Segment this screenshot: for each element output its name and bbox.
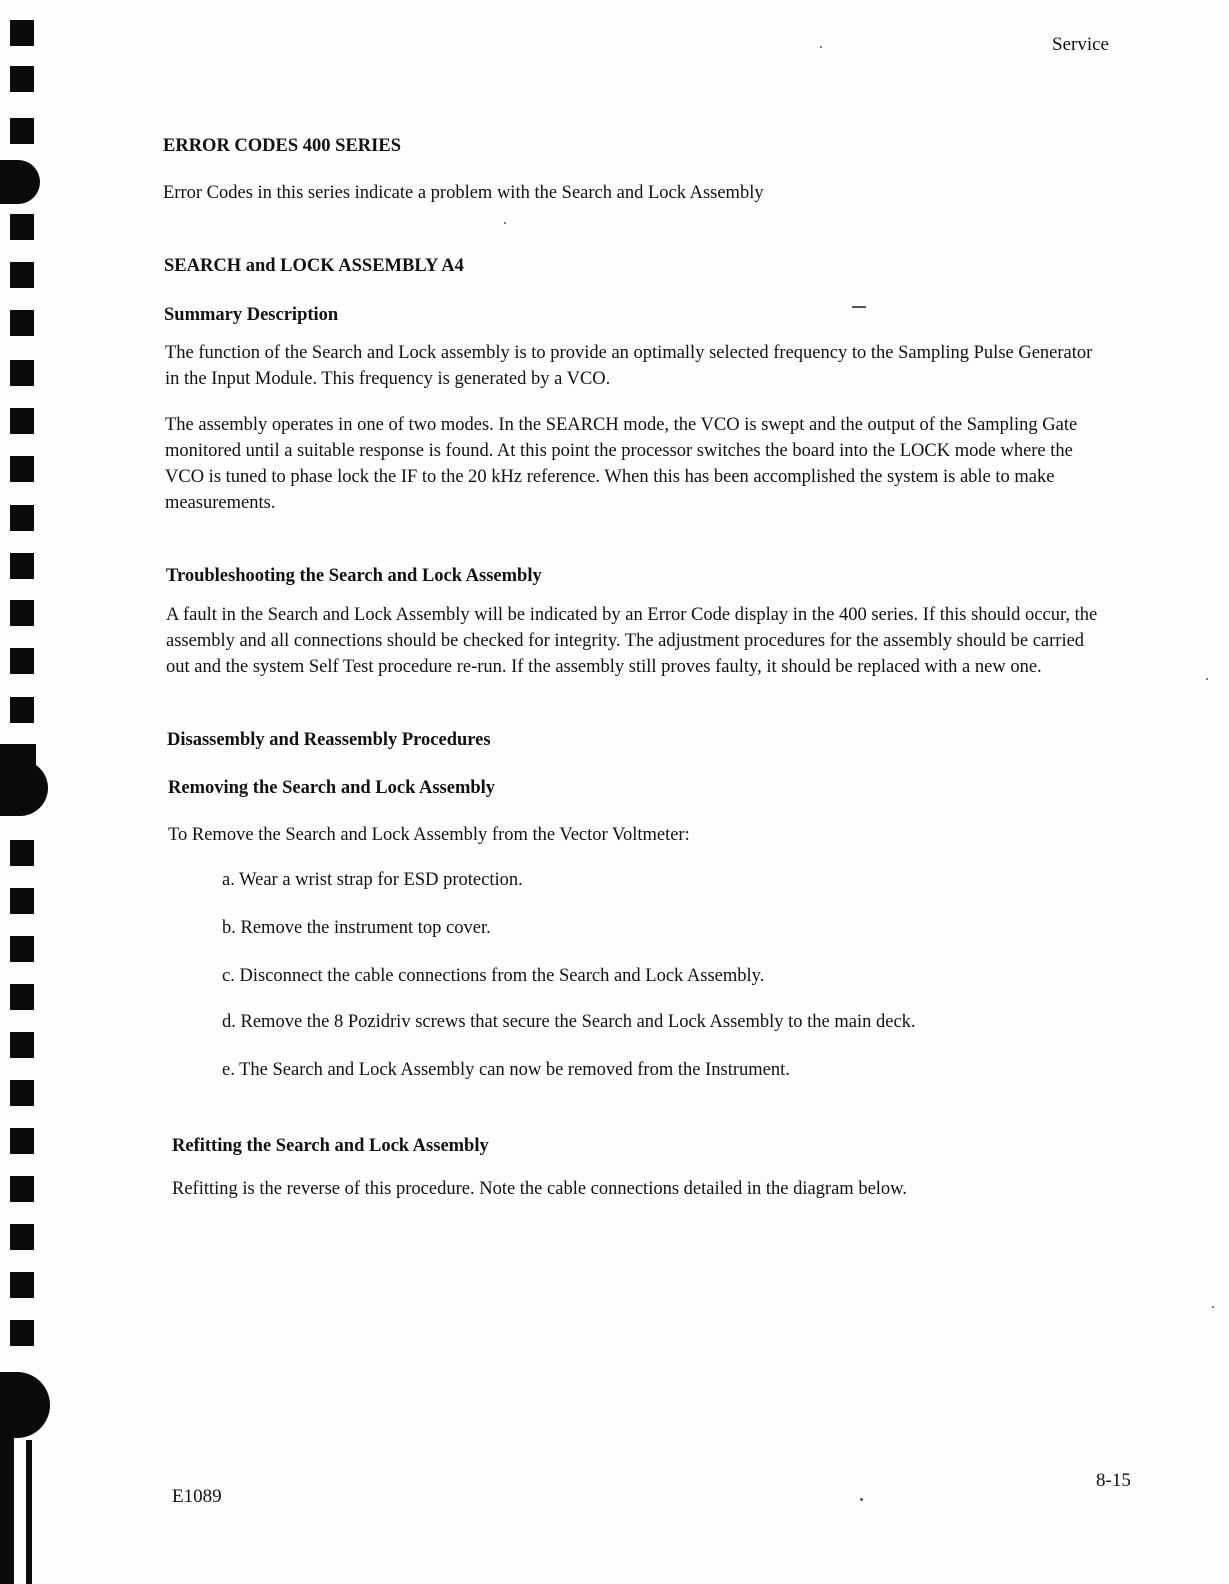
summary-paragraph-1: The function of the Search and Lock assembly is to provide an optimally selected frequency to the Sampling Pulse Generator in the Input Module. This frequency is generated by a VCO. xyxy=(165,343,1093,389)
disassembly-heading: Disassembly and Reassembly Procedures xyxy=(167,730,491,750)
error-codes-heading: ERROR CODES 400 SERIES xyxy=(163,136,401,156)
removal-intro: To Remove the Search and Lock Assembly from the Vector Voltmeter: xyxy=(168,825,690,845)
footer-page-number: 8-15 xyxy=(1096,1470,1131,1491)
footer-doc-number: E1089 xyxy=(172,1486,222,1507)
troubleshooting-body: A fault in the Search and Lock Assembly will be indicated by an Error Code display in the 400 series. If this should occur, the assembly and all connections should be checked for integrity. The adjustment procedures for the assembly should be carried out and the system Self Test procedure re-run. If the assembly still proves faulty, it should be replaced with a new one. xyxy=(166,605,1098,677)
summary-paragraph-2: The assembly operates in one of two modes. In the SEARCH mode, the VCO is swept and the output of the Sampling Gate monitored until a suitable response is found. At this point the processor switches the board into the LOCK mode where the VCO is tuned to phase lock the IF to the 20 kHz reference. When this has been accomplished the system is able to make measurements. xyxy=(165,415,1078,513)
summary-heading: Summary Description xyxy=(164,305,339,325)
removal-step-b: b. Remove the instrument top cover. xyxy=(222,918,491,938)
error-codes-intro: Error Codes in this series indicate a problem with the Search and Lock Assembly xyxy=(163,183,764,203)
assembly-heading: SEARCH and LOCK ASSEMBLY A4 xyxy=(164,256,464,276)
removal-step-a: a. Wear a wrist strap for ESD protection. xyxy=(222,870,523,890)
removal-step-d: d. Remove the 8 Pozidriv screws that secure the Search and Lock Assembly to the main deck. xyxy=(222,1012,916,1032)
removing-heading: Removing the Search and Lock Assembly xyxy=(168,778,496,798)
troubleshooting-heading: Troubleshooting the Search and Lock Assembly xyxy=(166,566,542,586)
removal-step-c: c. Disconnect the cable connections from the Search and Lock Assembly. xyxy=(222,966,765,986)
refitting-heading: Refitting the Search and Lock Assembly xyxy=(172,1136,489,1156)
refitting-body: Refitting is the reverse of this procedure. Note the cable connections detailed in the diagram below. xyxy=(172,1179,907,1199)
header-section-label: Service xyxy=(1052,34,1109,55)
removal-step-e: e. The Search and Lock Assembly can now be removed from the Instrument. xyxy=(222,1060,790,1080)
